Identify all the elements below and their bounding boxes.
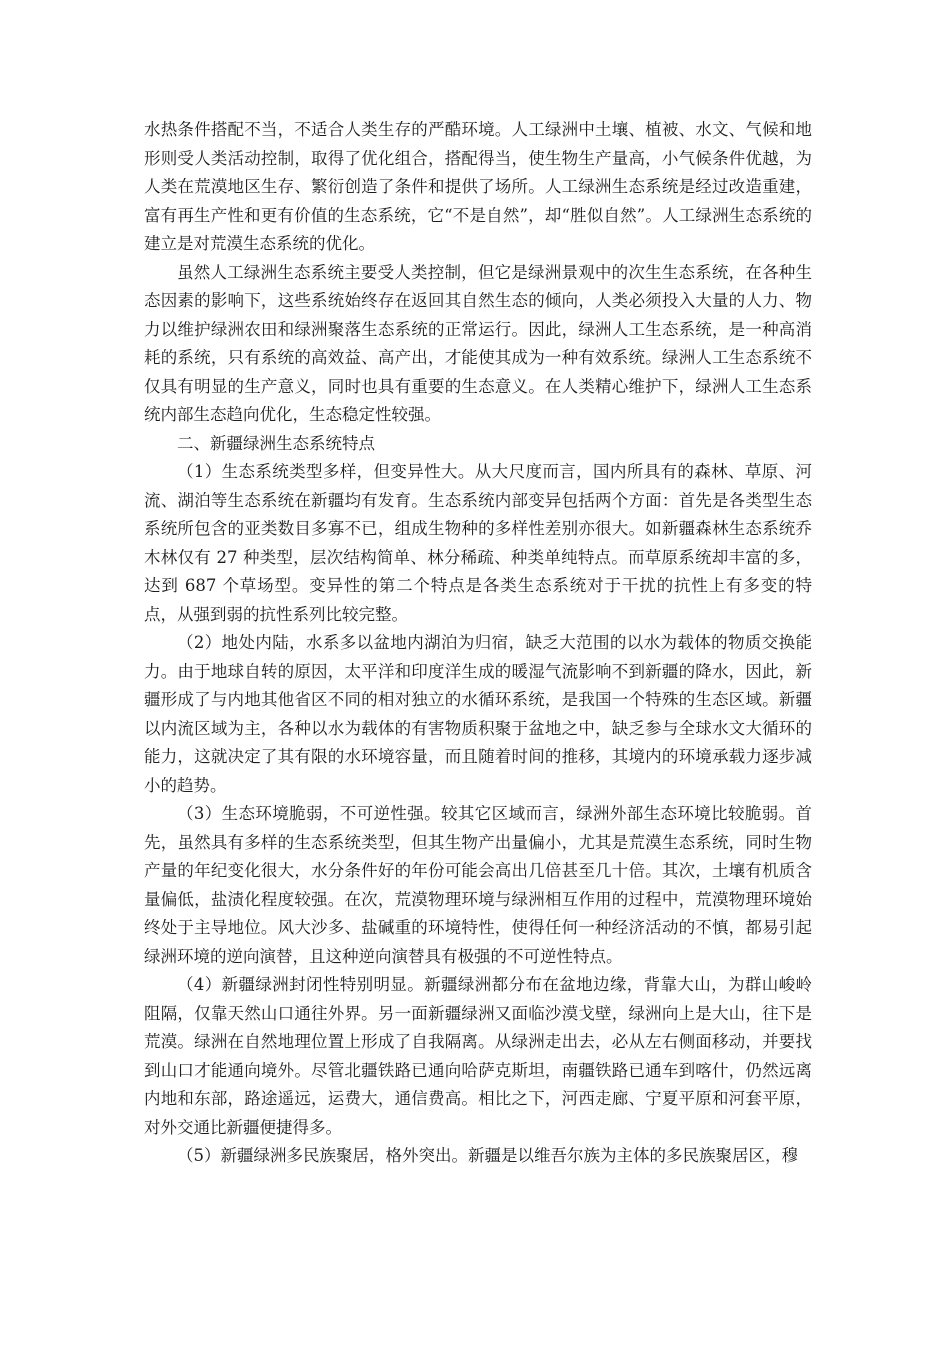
paragraph-point-4: （4）新疆绿洲封闭性特别明显。新疆绿洲都分布在盆地边缘，背靠大山，为群山峻岭阻隔，仅靠天然山口通往外界。另一面新疆绿洲又面临沙漠戈壁，绿洲向上是大山，往下是荒漠。绿洲在自然地理位置上形成了自我隔离。从绿洲走出去，必从左右侧面移动，并要找到山口才能通向境外。尽管北疆铁路已通向哈萨克斯坦，南疆铁路已通车到喀什，仍然远离内地和东部，路途遥远，运费大，通信费高。相比之下，河西走廊、宁夏平原和河套平原，对外交通比新疆便捷得多。 xyxy=(144,975,812,1137)
section-heading: 二、新疆绿洲生态系统特点 xyxy=(177,433,375,453)
paragraph-point-3: （3）生态环境脆弱，不可逆性强。较其它区域而言，绿洲外部生态环境比较脆弱。首先，虽然具有多样的生态系统类型，但其生物产出量偏小，尤其是荒漠生态系统，同时生物产量的年纪变化很大，水分条件好的年份可能会高出几倍甚至几十倍。其次，土壤有机质含量偏低，盐渍化程度较强。在次，荒漠物理环境与绿洲相互作用的过程中，荒漠物理环境始终处于主导地位。风大沙多、盐碱重的环境特性，使得任何一种经济活动的不慎，都易引起绿洲环境的逆向演替，且这种逆向演替具有极强的不可逆性特点。 xyxy=(144,804,812,966)
paragraph-continuation: 水热条件搭配不当，不适合人类生存的严酷环境。人工绿洲中土壤、植被、水文、气候和地形则受人类活动控制，取得了优化组合，搭配得当，使生物生产量高，小气候条件优越，为人类在荒漠地区生存、繁衍创造了条件和提供了场所。人工绿洲生态系统是经过改造重建，富有再生产性和更有价值的生态系统，它“不是自然”，却“胜似自然”。人工绿洲生态系统的建立是对荒漠生态系统的优化。 xyxy=(144,120,812,253)
paragraph-point-2: （2）地处内陆，水系多以盆地内湖泊为归宿，缺乏大范围的以水为载体的物质交换能力。由于地球自转的原因，太平洋和印度洋生成的暖湿气流影响不到新疆的降水，因此，新疆形成了与内地其他省区不同的相对独立的水循环系统，是我国一个特殊的生态区域。新疆以内流区域为主，各种以水为载体的有害物质积聚于盆地之中，缺乏参与全球水文大循环的能力，这就决定了其有限的水环境容量，而且随着时间的推移，其境内的环境承载力逐步减小的趋势。 xyxy=(144,633,812,795)
paragraph-point-1: （1）生态系统类型多样，但变异性大。从大尺度而言，国内所具有的森林、草原、河流、湖泊等生态系统在新疆均有发育。生态系统内部变异包括两个方面：首先是各类型生态系统所包含的亚类数目多寡不已，组成生物种的多样性差别亦很大。如新疆森林生态系统乔木林仅有 27 种类型，层次结构简单、林分稀疏、种类单纯特点。而草原系统却丰富的多，达到 687 个草场型。变异性的第二个特点是各类生态系统对于干扰的抗性上有多变的特点，从强到弱的抗性系列比较完整。 xyxy=(144,462,812,624)
paragraph-artificial-oasis: 虽然人工绿洲生态系统主要受人类控制，但它是绿洲景观中的次生生态系统，在各种生态因素的影响下，这些系统始终存在返回其自然生态的倾向，人类必须投入大量的人力、物力以维护绿洲农田和绿洲聚落生态系统的正常运行。因此，绿洲人工生态系统，是一种高消耗的系统，只有系统的高效益、高产出，才能使其成为一种有效系统。绿洲人工生态系统不仅具有明显的生产意义，同时也具有重要的生态意义。在人类精心维护下，绿洲人工生态系统内部生态趋向优化，生态稳定性较强。 xyxy=(144,262,812,424)
body-text xyxy=(144,116,812,1171)
paragraph-point-5: （5）新疆绿洲多民族聚居，格外突出。新疆是以维吾尔族为主体的多民族聚居区，穆 xyxy=(177,1146,798,1165)
